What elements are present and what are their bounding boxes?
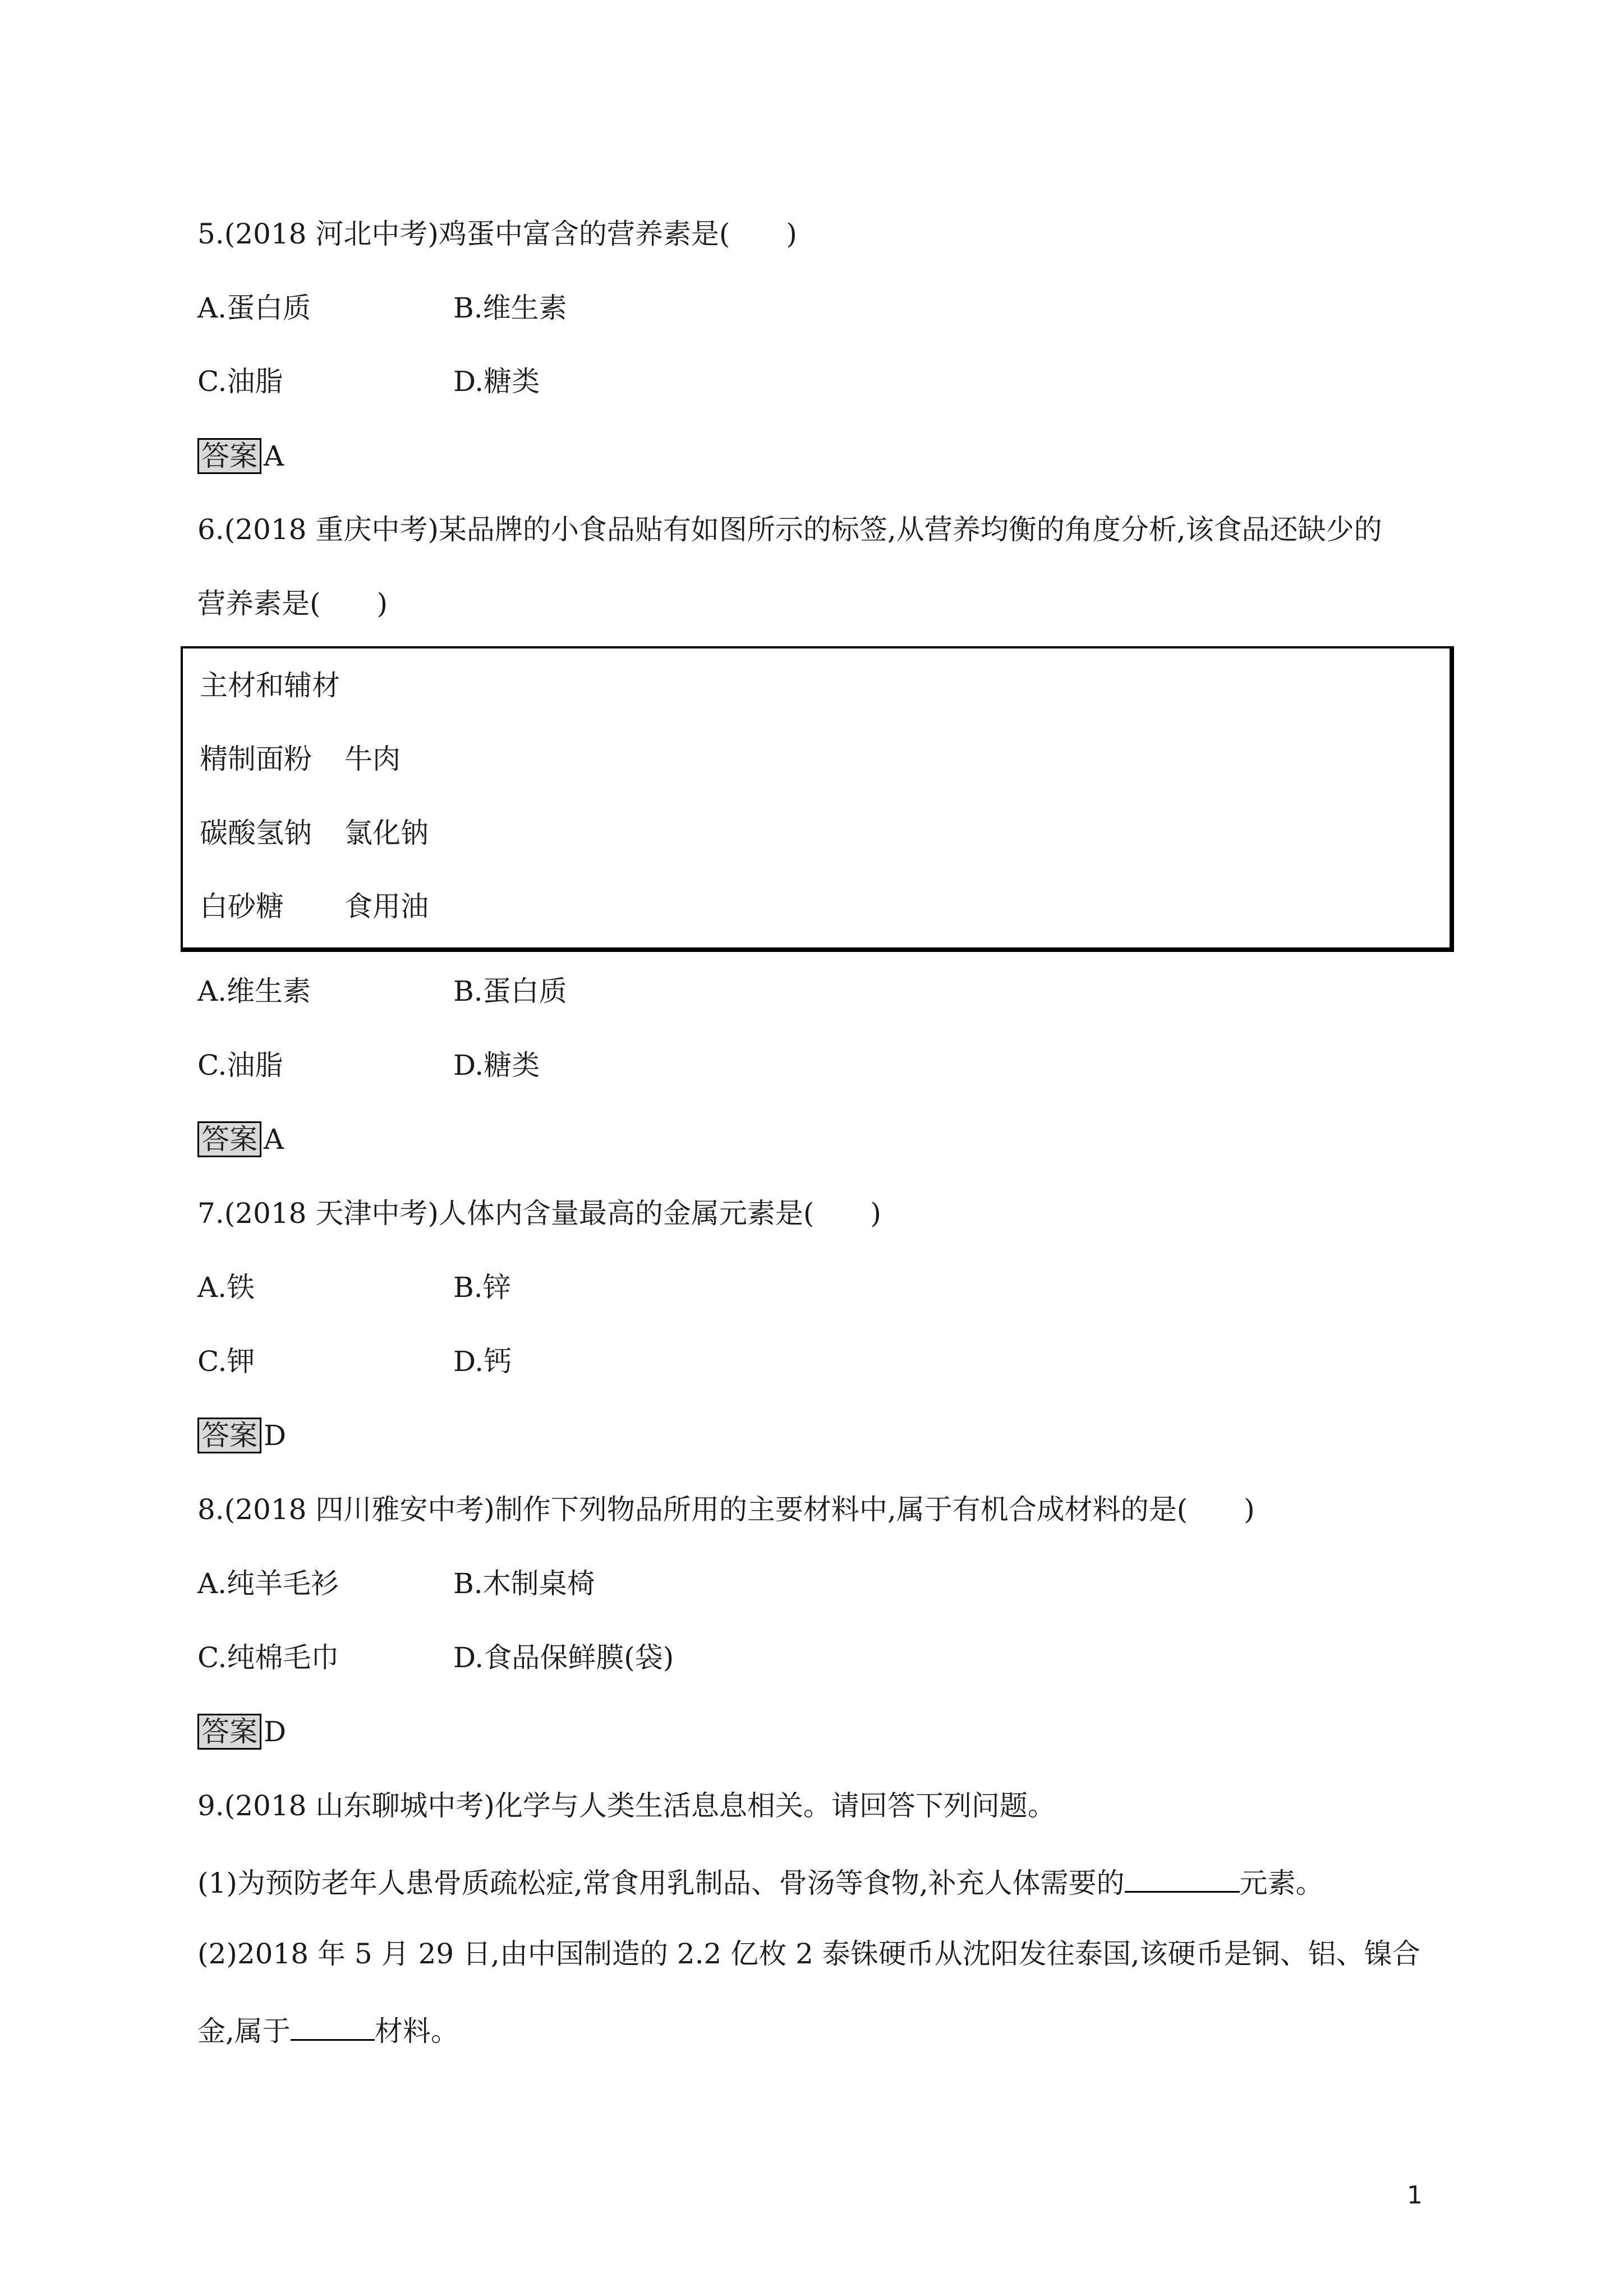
q9-stem: 9.(2018 山东聊城中考)化学与人类生活息息相关。请回答下列问题。 — [197, 1789, 1056, 1822]
q9-part2-text: 金,属于 — [197, 2015, 291, 2047]
q9-part1 — [197, 1862, 1324, 1901]
q7-option-b: B.锌 — [453, 1271, 511, 1304]
q7-option-c: C.钾 — [197, 1345, 255, 1378]
q6-stem-line2: 营养素是( ) — [197, 587, 388, 620]
label-ingredient: 氯化钠 — [344, 817, 429, 849]
answer-value: A — [264, 440, 284, 472]
label-ingredient: 食用油 — [344, 890, 429, 923]
q6-option-a: A.维生素 — [197, 975, 311, 1007]
page-number: 1 — [1407, 2181, 1423, 2210]
label-ingredient: 精制面粉 — [200, 743, 312, 775]
q7-answer — [197, 1418, 286, 1453]
q8-option-a: A.纯羊毛衫 — [197, 1567, 339, 1600]
q6-answer — [197, 1121, 284, 1157]
q9-part1-text: (1)为预防老年人患骨质疏松症,常食用乳制品、骨汤等食物,补充人体需要的 — [197, 1867, 1125, 1899]
q8-stem: 8.(2018 四川雅安中考)制作下列物品所用的主要材料中,属于有机合成材料的是( ) — [197, 1493, 1255, 1526]
q8-option-c: C.纯棉毛巾 — [197, 1641, 339, 1674]
answer-badge: 答案 — [197, 438, 261, 474]
answer-value: D — [264, 1419, 287, 1452]
q9-part1-text-end: 元素。 — [1239, 1867, 1324, 1899]
q5-stem: 5.(2018 河北中考)鸡蛋中富含的营养素是( ) — [197, 218, 797, 250]
q6-option-b: B.蛋白质 — [453, 975, 567, 1007]
q5-option-a: A.蛋白质 — [197, 292, 311, 324]
label-title: 主材和辅材 — [200, 669, 340, 702]
q6-option-d: D.糖类 — [453, 1049, 540, 1082]
answer-value: D — [264, 1715, 287, 1748]
q6-option-c: C.油脂 — [197, 1049, 283, 1082]
label-row — [200, 889, 429, 924]
q5-option-c: C.油脂 — [197, 365, 283, 398]
q9-part2-line2 — [197, 2010, 459, 2049]
label-ingredient: 白砂糖 — [200, 890, 284, 923]
answer-value: A — [264, 1123, 284, 1156]
food-label-box — [181, 646, 1454, 952]
q7-stem: 7.(2018 天津中考)人体内含量最高的金属元素是( ) — [197, 1197, 881, 1230]
q9-part2-text-end: 材料。 — [374, 2015, 459, 2047]
q5-option-b: B.维生素 — [453, 292, 567, 324]
q7-option-d: D.钙 — [453, 1345, 512, 1378]
q8-answer — [197, 1714, 286, 1750]
q8-option-d: D.食品保鲜膜(袋) — [453, 1641, 674, 1674]
answer-badge: 答案 — [197, 1121, 261, 1157]
label-row — [200, 815, 429, 851]
answer-badge: 答案 — [197, 1418, 261, 1453]
label-row — [200, 741, 401, 777]
fill-blank[interactable] — [291, 2010, 375, 2041]
fill-blank[interactable] — [1125, 1862, 1240, 1893]
label-ingredient: 碳酸氢钠 — [200, 817, 312, 849]
label-ingredient: 牛肉 — [344, 743, 401, 775]
q8-option-b: B.木制桌椅 — [453, 1567, 595, 1600]
q5-answer — [197, 438, 284, 474]
answer-badge: 答案 — [197, 1714, 261, 1750]
q7-option-a: A.铁 — [197, 1271, 255, 1304]
q6-stem-line1: 6.(2018 重庆中考)某品牌的小食品贴有如图所示的标签,从营养均衡的角度分析,该食品还缺少的 — [197, 513, 1382, 546]
q5-option-d: D.糖类 — [453, 365, 540, 398]
q9-part2-line1: (2)2018 年 5 月 29 日,由中国制造的 2.2 亿枚 2 泰铢硬币从沈阳发往泰国,该硬币是铜、铝、镍合 — [197, 1938, 1420, 1970]
